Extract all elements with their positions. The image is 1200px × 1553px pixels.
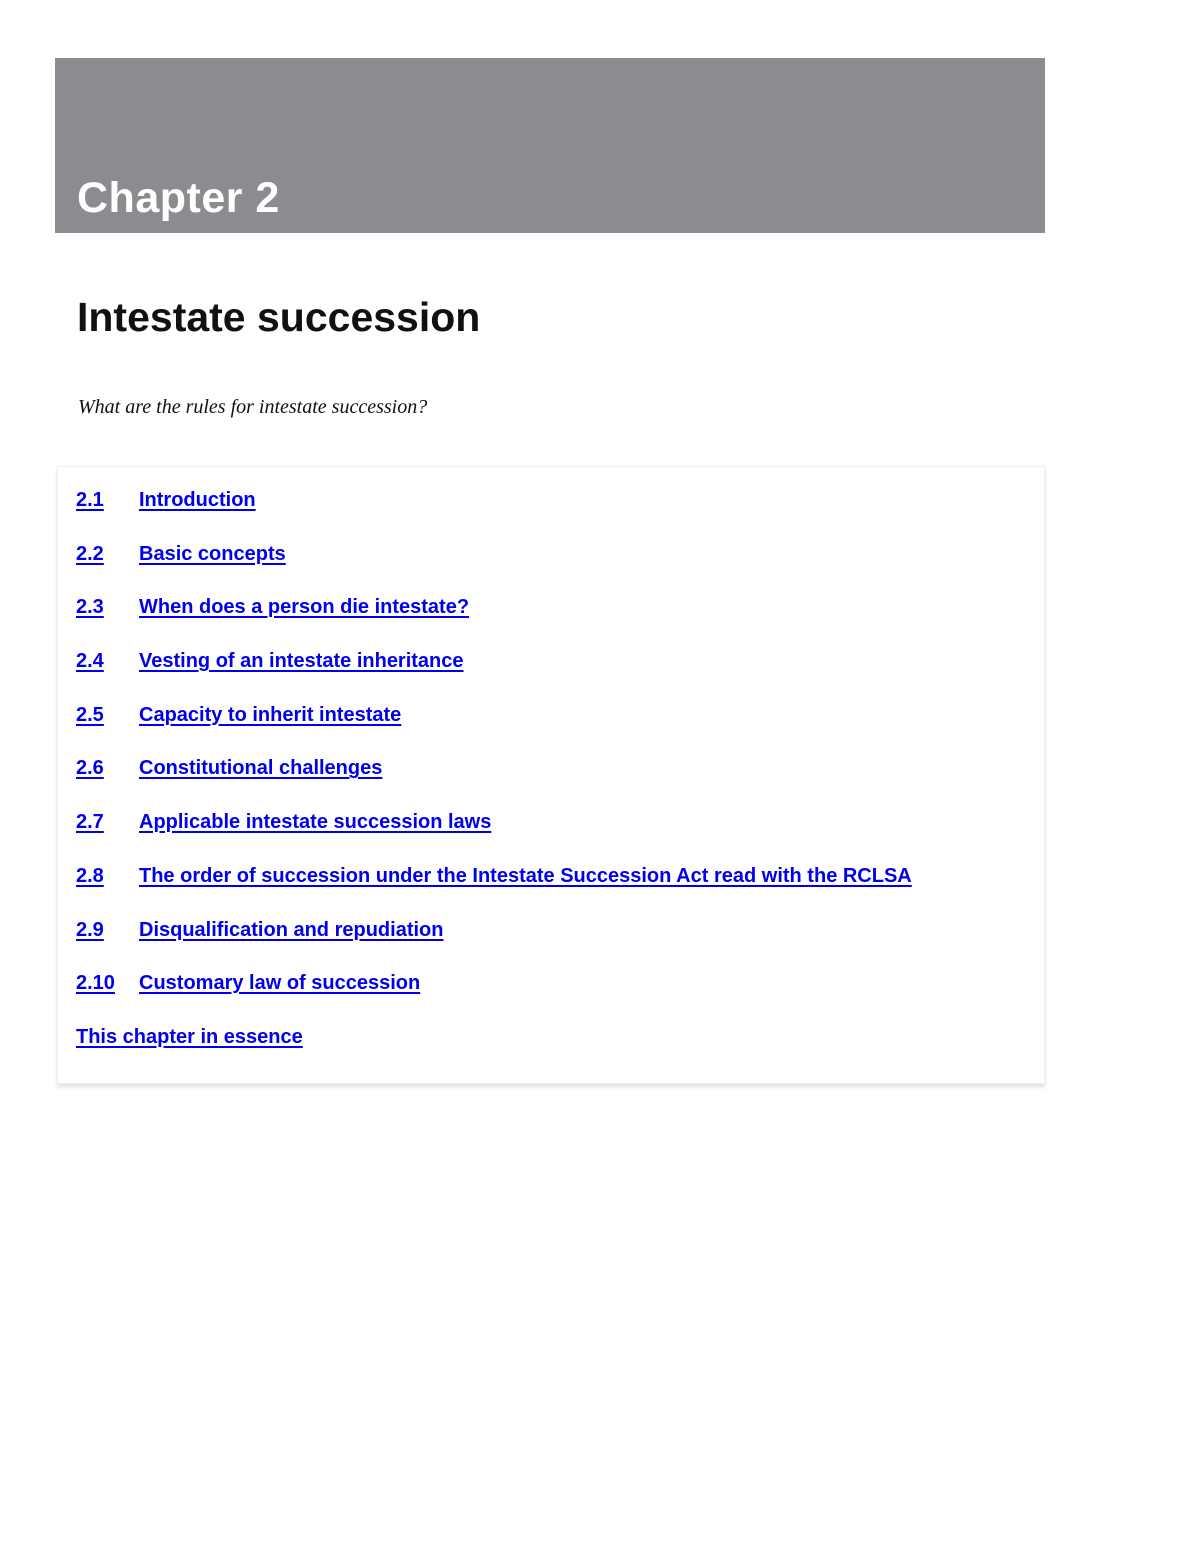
toc-item-number[interactable]: 2.10 [76, 972, 115, 995]
toc-item-number[interactable]: 2.6 [76, 757, 104, 780]
toc-item [76, 650, 912, 704]
toc-item [76, 811, 912, 865]
toc-item-link[interactable]: Introduction [139, 489, 256, 511]
chapter-banner [55, 58, 1045, 233]
toc-item-number[interactable]: 2.5 [76, 703, 104, 726]
toc-item [76, 865, 912, 919]
table-of-contents [57, 466, 1045, 1084]
page-title: Intestate succession [77, 294, 481, 340]
toc-list [76, 489, 912, 1080]
toc-item-number[interactable]: 2.3 [76, 596, 104, 619]
toc-item [76, 596, 912, 650]
toc-item-link[interactable]: The order of succession under the Intestate Succession Act read with the RCLSA [139, 864, 912, 887]
toc-item-link[interactable]: Applicable intestate succession laws [139, 811, 492, 834]
toc-item [76, 757, 912, 811]
toc-item-number[interactable]: 2.1 [76, 489, 104, 511]
toc-item-number[interactable]: 2.7 [76, 811, 104, 834]
chapter-label: Chapter 2 [77, 174, 280, 222]
toc-item [76, 972, 912, 1026]
toc-item [76, 919, 912, 973]
toc-item [76, 543, 912, 597]
toc-item-link[interactable]: Basic concepts [139, 542, 286, 565]
toc-item-link[interactable]: When does a person die intestate? [139, 596, 470, 619]
toc-item-essence [76, 1026, 912, 1080]
toc-item [76, 489, 912, 543]
chapter-question: What are the rules for intestate succession? [78, 396, 428, 418]
toc-item-number[interactable]: 2.2 [76, 542, 104, 565]
toc-item-link[interactable]: Vesting of an intestate inheritance [139, 650, 464, 673]
toc-item-number[interactable]: 2.4 [76, 650, 104, 673]
toc-item-number[interactable]: 2.8 [76, 864, 104, 887]
essence-link[interactable]: This chapter in essence [76, 1025, 303, 1048]
toc-item [76, 704, 912, 758]
toc-item-link[interactable]: Constitutional challenges [139, 757, 383, 780]
toc-item-link[interactable]: Customary law of succession [139, 972, 421, 995]
toc-item-number[interactable]: 2.9 [76, 918, 104, 941]
toc-item-link[interactable]: Capacity to inherit intestate [139, 703, 402, 726]
toc-item-link[interactable]: Disqualification and repudiation [139, 918, 444, 941]
